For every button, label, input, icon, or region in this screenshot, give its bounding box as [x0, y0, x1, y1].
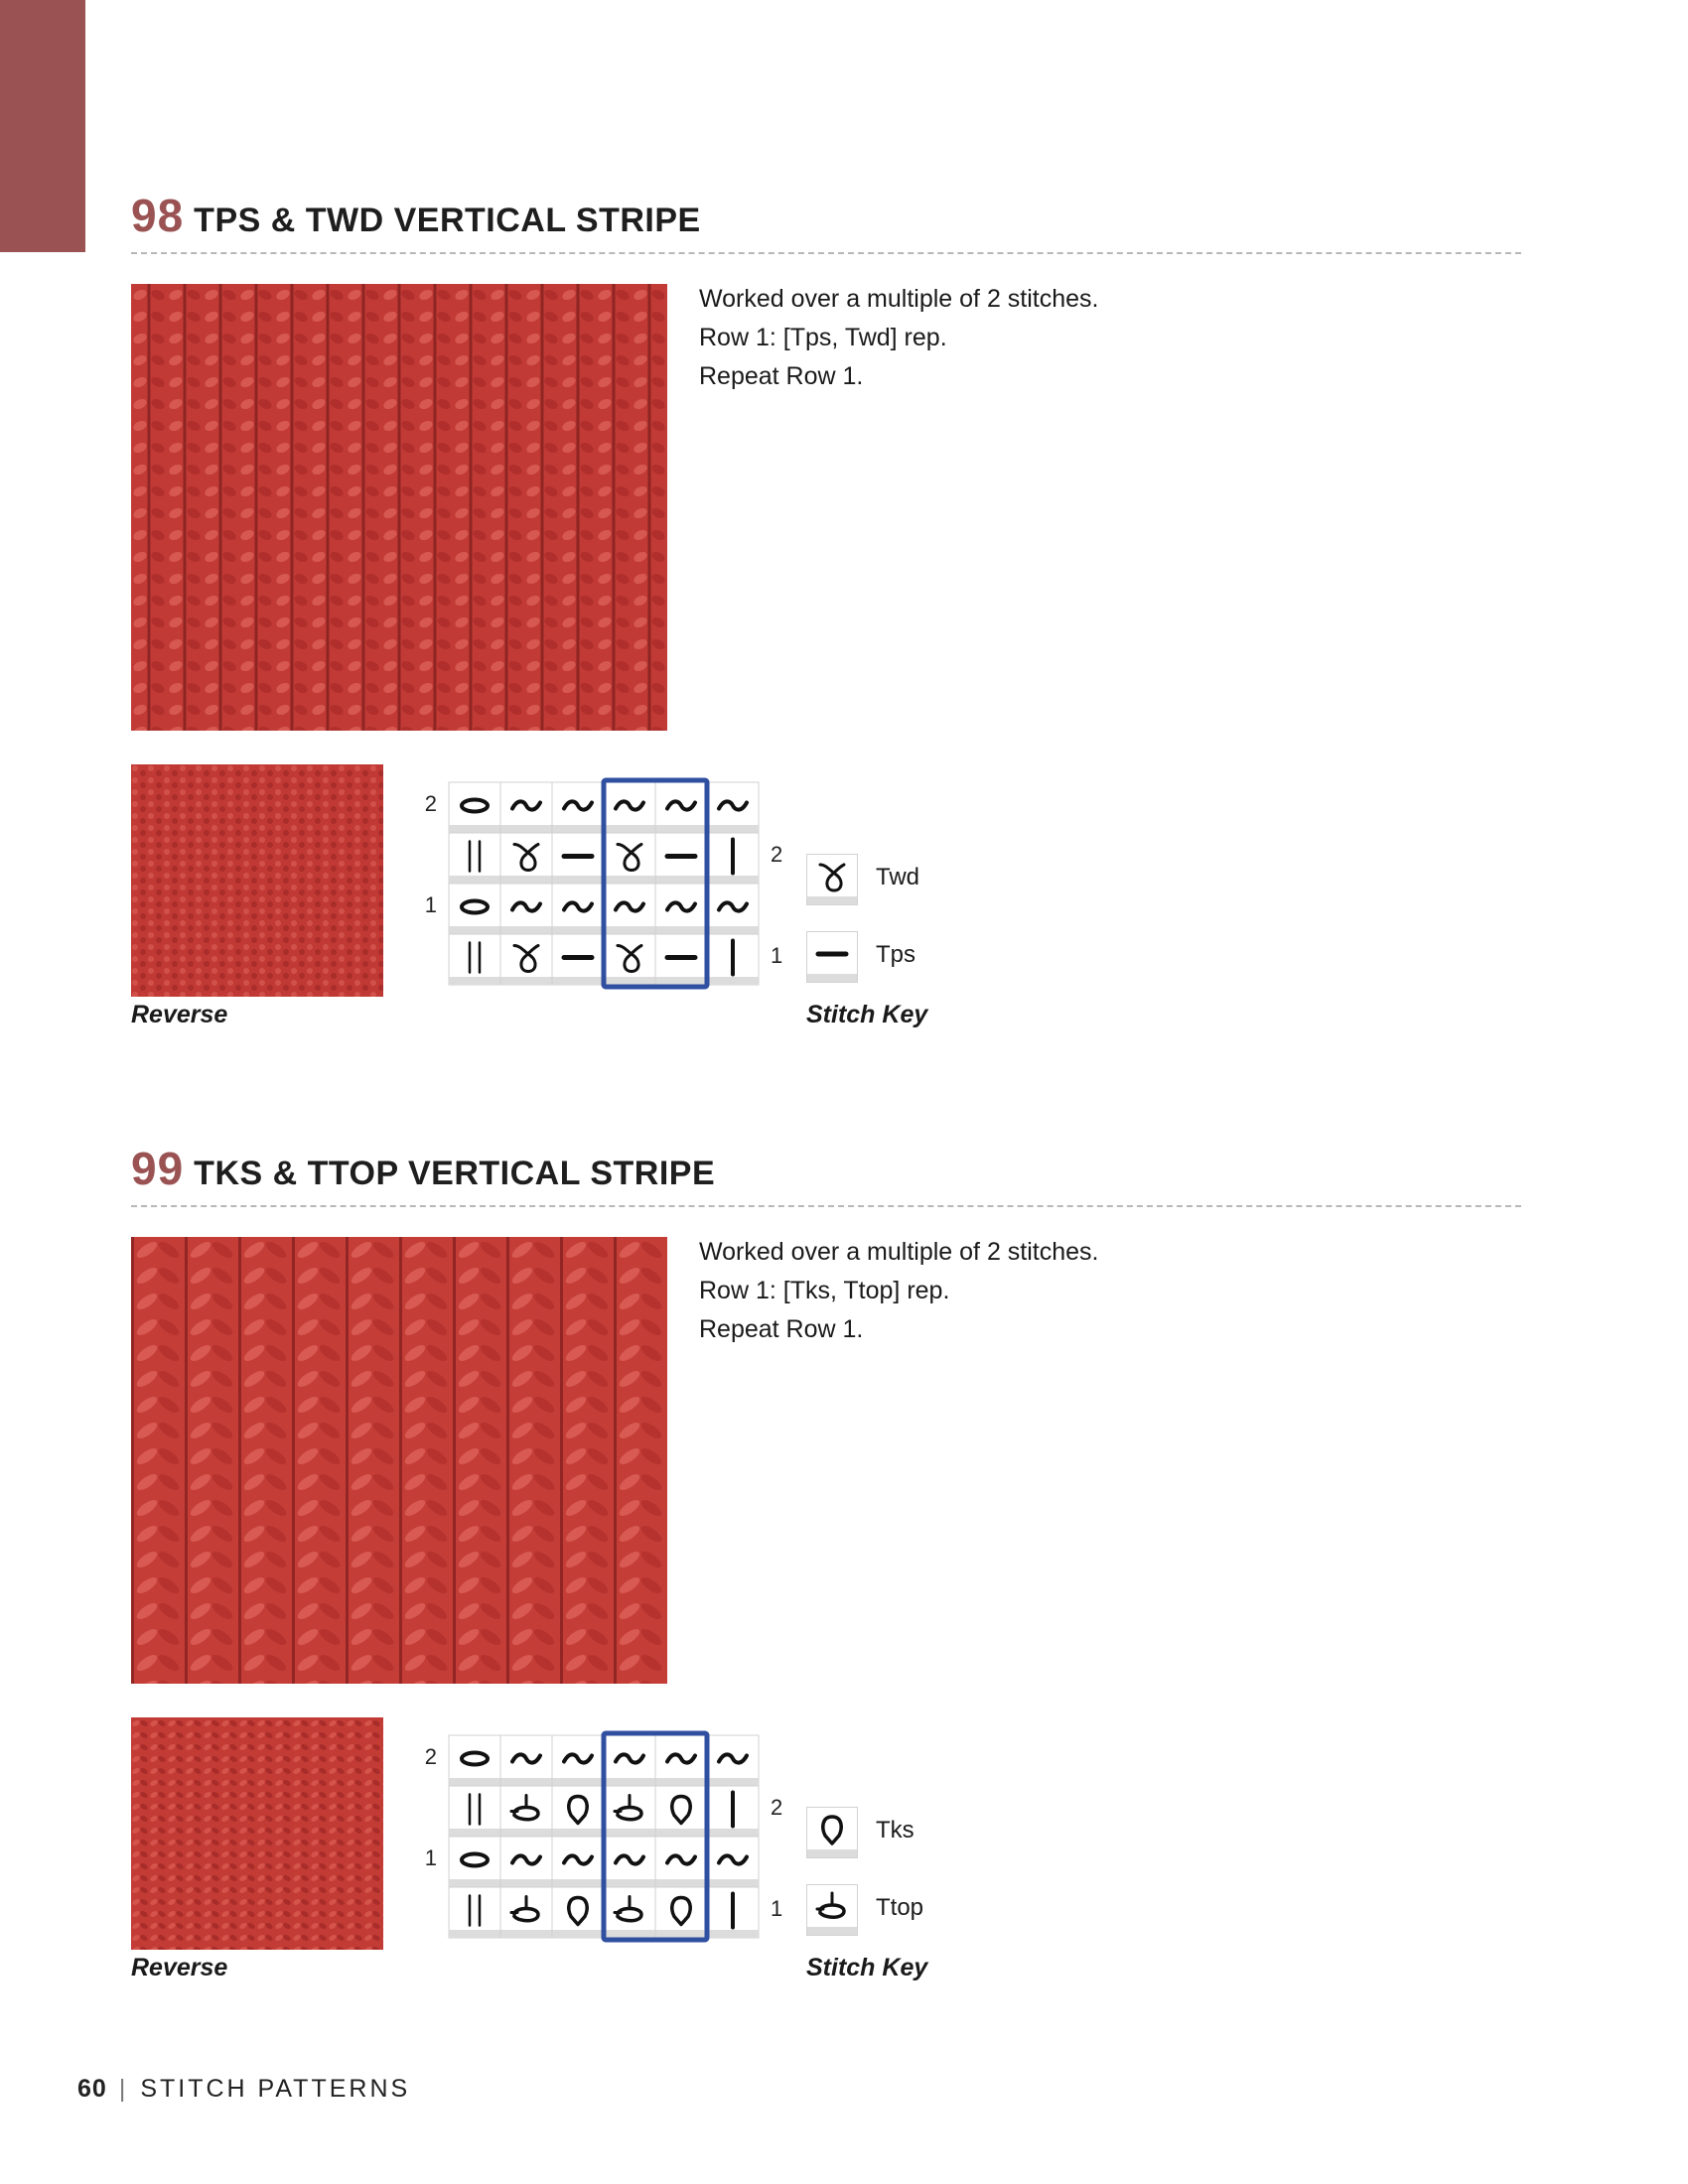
pattern-heading: [131, 189, 701, 248]
stitch-chart-grid: [409, 1731, 783, 1944]
reverse-swatch-photo: [131, 1717, 383, 1950]
instruction-line: Repeat Row 1.: [699, 362, 864, 390]
stitch-key-label: Stitch Key: [806, 1954, 928, 1981]
pattern-number: 98: [131, 190, 185, 241]
pattern-99: [131, 1142, 1521, 1995]
page-footer: [77, 2075, 410, 2104]
stitch-chart: [409, 1731, 783, 1944]
instruction-line: Row 1: [Tps, Twd] rep.: [699, 324, 947, 351]
instruction-line: Worked over a multiple of 2 stitches.: [699, 285, 1099, 313]
key-symbol-box: [806, 1807, 858, 1858]
pattern-instructions: [699, 1233, 1454, 1349]
section-title: STITCH PATTERNS: [140, 2075, 411, 2103]
ttop-icon: [807, 1885, 857, 1935]
chart-row-label: 2: [424, 791, 437, 816]
key-item: [806, 1807, 1005, 1858]
key-symbol-box: [806, 854, 858, 905]
chart-row-label: 1: [424, 892, 437, 917]
key-label: Tps: [876, 941, 916, 968]
stitch-key: [806, 1807, 1005, 1946]
chart-row-label: 1: [771, 1896, 783, 1921]
section-color-tab: [0, 0, 85, 252]
key-symbol-box: [806, 931, 858, 983]
reverse-label: Reverse: [131, 1001, 228, 1028]
stitch-key: [806, 854, 1005, 993]
instruction-line: Repeat Row 1.: [699, 1315, 864, 1343]
key-item: [806, 1884, 1005, 1936]
reverse-swatch-photo: [131, 764, 383, 997]
reverse-label: Reverse: [131, 1954, 228, 1981]
chart-row-label: 2: [771, 1795, 783, 1820]
instruction-line: Worked over a multiple of 2 stitches.: [699, 1238, 1099, 1266]
twd-icon: [807, 855, 857, 904]
pattern-number: 99: [131, 1143, 185, 1194]
key-label: Tks: [876, 1817, 914, 1843]
page-number: 60: [77, 2075, 107, 2103]
tps-icon: [807, 932, 857, 982]
key-symbol-box: [806, 1884, 858, 1936]
key-label: Ttop: [876, 1894, 924, 1921]
heading-divider: [131, 252, 1521, 254]
pattern-title: TPS & TWD VERTICAL STRIPE: [194, 202, 701, 239]
tks-icon: [807, 1808, 857, 1857]
chart-row-label: 2: [771, 842, 783, 867]
stitch-chart: [409, 778, 783, 991]
pattern-title: TKS & TTOP VERTICAL STRIPE: [194, 1155, 716, 1192]
key-item: [806, 931, 1005, 983]
footer-separator: |: [118, 2075, 129, 2103]
swatch-photo: [131, 284, 667, 731]
chart-row-label: 1: [424, 1845, 437, 1870]
pattern-heading: [131, 1142, 715, 1201]
instruction-line: Row 1: [Tks, Ttop] rep.: [699, 1277, 950, 1304]
swatch-photo: [131, 1237, 667, 1684]
chart-row-label: 1: [771, 943, 783, 968]
stitch-key-label: Stitch Key: [806, 1001, 928, 1028]
stitch-chart-grid: [409, 778, 783, 991]
pattern-instructions: [699, 280, 1454, 396]
heading-divider: [131, 1205, 1521, 1207]
chart-row-label: 2: [424, 1744, 437, 1769]
key-item: [806, 854, 1005, 905]
pattern-98: [131, 189, 1521, 1042]
key-label: Twd: [876, 864, 920, 890]
